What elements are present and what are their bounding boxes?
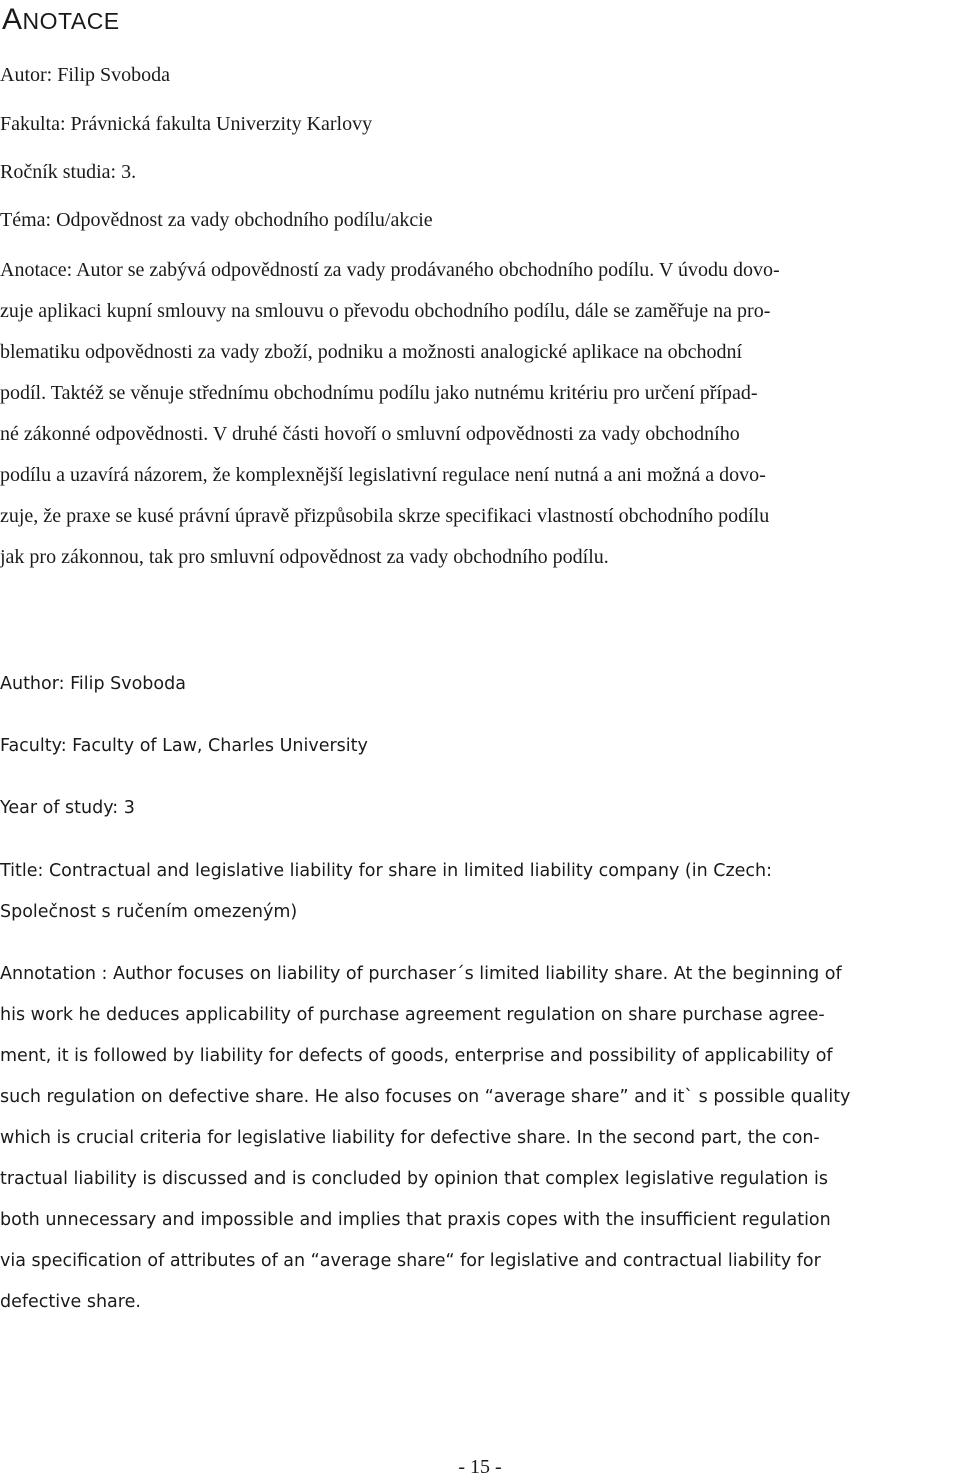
english-annotation-line: such regulation on defective share. He also focuses on “average share” and it` s possible quality: [0, 1087, 851, 1107]
english-title-line: Společnost s ručením omezeným): [0, 902, 298, 922]
english-annotation-line: which is crucial criteria for legislative liability for defective share. In the second part, the con-: [0, 1128, 820, 1148]
czech-year-of-study: Ročník studia: 3.: [0, 161, 137, 183]
czech-annotation-line: jak pro zákonnou, tak pro smluvní odpovědnost za vady obchodního podílu.: [0, 546, 609, 568]
english-annotation-line: his work he deduces applicability of purchase agreement regulation on share purchase agree-: [0, 1005, 825, 1025]
english-faculty: Faculty: Faculty of Law, Charles University: [0, 736, 368, 756]
english-year-of-study: Year of study: 3: [0, 798, 135, 818]
page-title: ANOTACE: [2, 3, 120, 36]
english-annotation-paragraph: [0, 954, 960, 1323]
english-annotation-line: ment, it is followed by liability for defects of goods, enterprise and possibility of applicability of: [0, 1046, 833, 1066]
english-title-line: Title: Contractual and legislative liability for share in limited liability company (in Czech:: [0, 861, 773, 881]
czech-annotation-line: né zákonné odpovědnosti. V druhé části hovoří o smluvní odpovědnosti za vady obchodního: [0, 423, 740, 445]
english-annotation-line: tractual liability is discussed and is concluded by opinion that complex legislative regulation is: [0, 1169, 828, 1189]
english-annotation-line: both unnecessary and impossible and implies that praxis copes with the insufficient regulation: [0, 1210, 831, 1230]
czech-annotation-line: zuje aplikaci kupní smlouvy na smlouvu o převodu obchodního podílu, dále se zaměřuje na pro-: [0, 300, 771, 322]
czech-annotation-line: podíl. Taktéž se věnuje střednímu obchodnímu podílu jako nutnému kritériu pro určení případ-: [0, 382, 758, 404]
czech-topic: Téma: Odpovědnost za vady obchodního podílu/akcie: [0, 209, 433, 231]
english-annotation-line: defective share.: [0, 1292, 141, 1312]
english-annotation-line: Annotation : Author focuses on liability of purchaser´s limited liability share. At the beginning of: [0, 964, 842, 984]
czech-annotation-line: zuje, že praxe se kusé právní úpravě přizpůsobila skrze specifikaci vlastností obchodního podílu: [0, 505, 770, 527]
english-title: [0, 851, 960, 933]
page-number: - 15 -: [458, 1456, 502, 1478]
czech-annotation-line: podílu a uzavírá názorem, že komplexnější legislativní regulace není nutná a ani možná a dovo-: [0, 464, 766, 486]
czech-annotation-paragraph: [0, 250, 960, 578]
czech-faculty: Fakulta: Právnická fakulta Univerzity Karlovy: [0, 113, 373, 135]
english-author: Author: Filip Svoboda: [0, 674, 186, 694]
czech-annotation-line: Anotace: Autor se zabývá odpovědností za vady prodávaného obchodního podílu. V úvodu dovo-: [0, 259, 780, 281]
czech-annotation-line: blematiku odpovědnosti za vady zboží, podniku a možnosti analogické aplikace na obchodní: [0, 341, 743, 363]
czech-author: Autor: Filip Svoboda: [0, 64, 171, 86]
english-annotation-line: via specification of attributes of an “average share“ for legislative and contractual liability for: [0, 1251, 821, 1271]
